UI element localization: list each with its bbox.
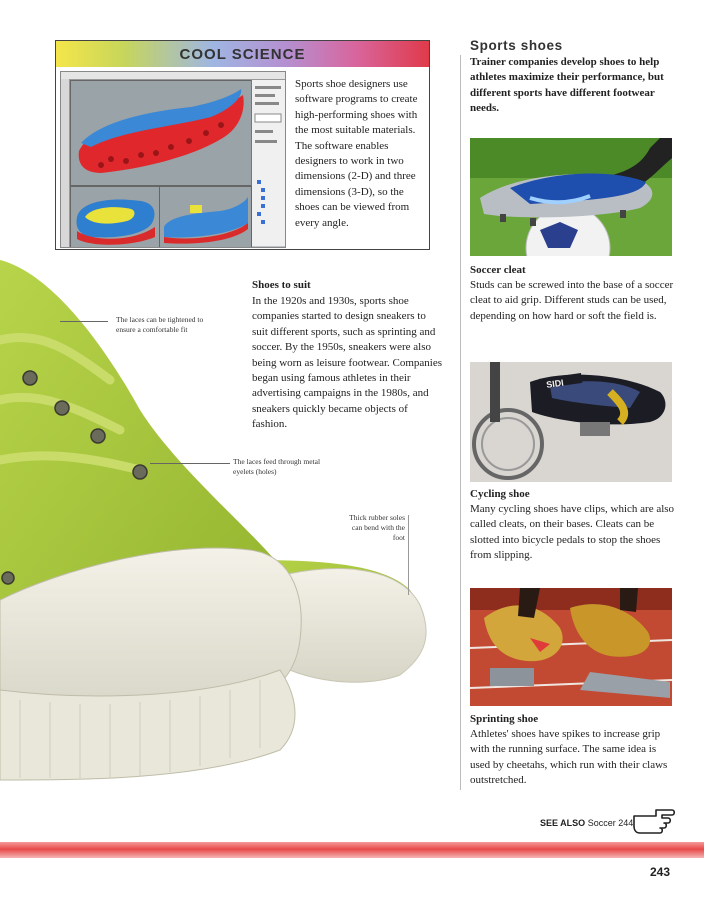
cad-viewport-top	[70, 186, 160, 248]
soccer-cleat-photo	[470, 138, 672, 256]
caption-text-sprinting-shoe: Athletes' shoes have spikes to increase grip with the running surface. The same idea is used by cheetahs, which run with their claws outstretched.	[470, 728, 668, 787]
cool-science-box	[55, 40, 430, 250]
annotation-line	[60, 321, 108, 322]
see-also-link[interactable]	[540, 818, 633, 828]
cycling-shoe-photo	[470, 362, 672, 482]
sidebar-intro: Trainer companies develop shoes to help athletes maximize their performance, but different sports have different footwear needs.	[470, 56, 664, 115]
annotation-laces-tighten: The laces can be tightened to ensure a comfortable fit	[116, 315, 204, 334]
cycling-shoe-image	[470, 362, 672, 482]
shoe-sole-top-model	[71, 187, 159, 247]
sidebar-title: Sports shoes	[470, 38, 563, 53]
cad-menubar	[61, 72, 285, 80]
caption-title-sprinting-shoe: Sprinting shoe	[470, 713, 539, 725]
section-title-shoes-to-suit: Shoes to suit	[252, 279, 311, 291]
shoe-sole-side-model	[160, 187, 251, 247]
cad-viewport-3d	[70, 80, 252, 186]
caption-text-soccer-cleat: Studs can be screwed into the base of a soccer cleat to aid grip. Different studs can be used, depending on how hard or soft the field is.	[470, 279, 674, 322]
page-number: 243	[650, 865, 671, 879]
caption-text-cycling-shoe: Many cycling shoes have clips, which are also called cleats, on their bases. Cleats can be slotted into bicycle pedals to stop the shoes from slipping.	[470, 503, 675, 562]
cool-science-banner	[56, 41, 429, 67]
sprinting-shoe-photo	[470, 588, 672, 706]
annotation-line	[408, 515, 409, 595]
cad-toolbar	[61, 79, 70, 247]
cad-viewport-side	[159, 186, 252, 248]
caption-title-soccer-cleat: Soccer cleat	[470, 264, 526, 276]
see-also-reference[interactable]: Soccer 244	[587, 818, 634, 828]
sidi-logo: SIDI	[545, 377, 565, 390]
cool-science-title: COOL SCIENCE	[179, 45, 306, 63]
cad-properties-panel	[251, 80, 285, 246]
footer-color-bar	[0, 842, 704, 858]
annotation-line	[150, 463, 230, 464]
soccer-cleat-image	[470, 138, 672, 256]
cool-science-text: Sports shoe designers use software programs to create high-performing shoes with the most suitable materials. The software enables designers to work in two dimensions (2-D) and three dimensions (3-D), so the shoes can be viewed from every angle.	[295, 78, 418, 229]
pointing-hand-icon	[632, 806, 676, 836]
annotation-laces-feed: The laces feed through metal eyelets (holes)	[233, 457, 321, 476]
sprinting-shoe-image	[470, 588, 672, 706]
caption-title-cycling-shoe: Cycling shoe	[470, 488, 530, 500]
shoe-sole-3d-model	[71, 81, 251, 185]
panel-tree-icon	[252, 80, 285, 246]
section-text-shoes-to-suit: In the 1920s and 1930s, sports shoe companies started to design sneakers to suit different sports, such as sprinting and soccer. By the 1950s, sneakers were also being worn as leisure footwear. Companies began using famous athletes in their advertising campaigns in the 1980s, and sneakers quickly became objects of fashion.	[252, 295, 443, 431]
see-also-label: SEE ALSO	[540, 818, 586, 828]
annotation-rubber-soles: Thick rubber soles can bend with the foot	[349, 513, 405, 542]
cad-software-screenshot	[60, 71, 286, 248]
column-divider	[460, 55, 461, 790]
